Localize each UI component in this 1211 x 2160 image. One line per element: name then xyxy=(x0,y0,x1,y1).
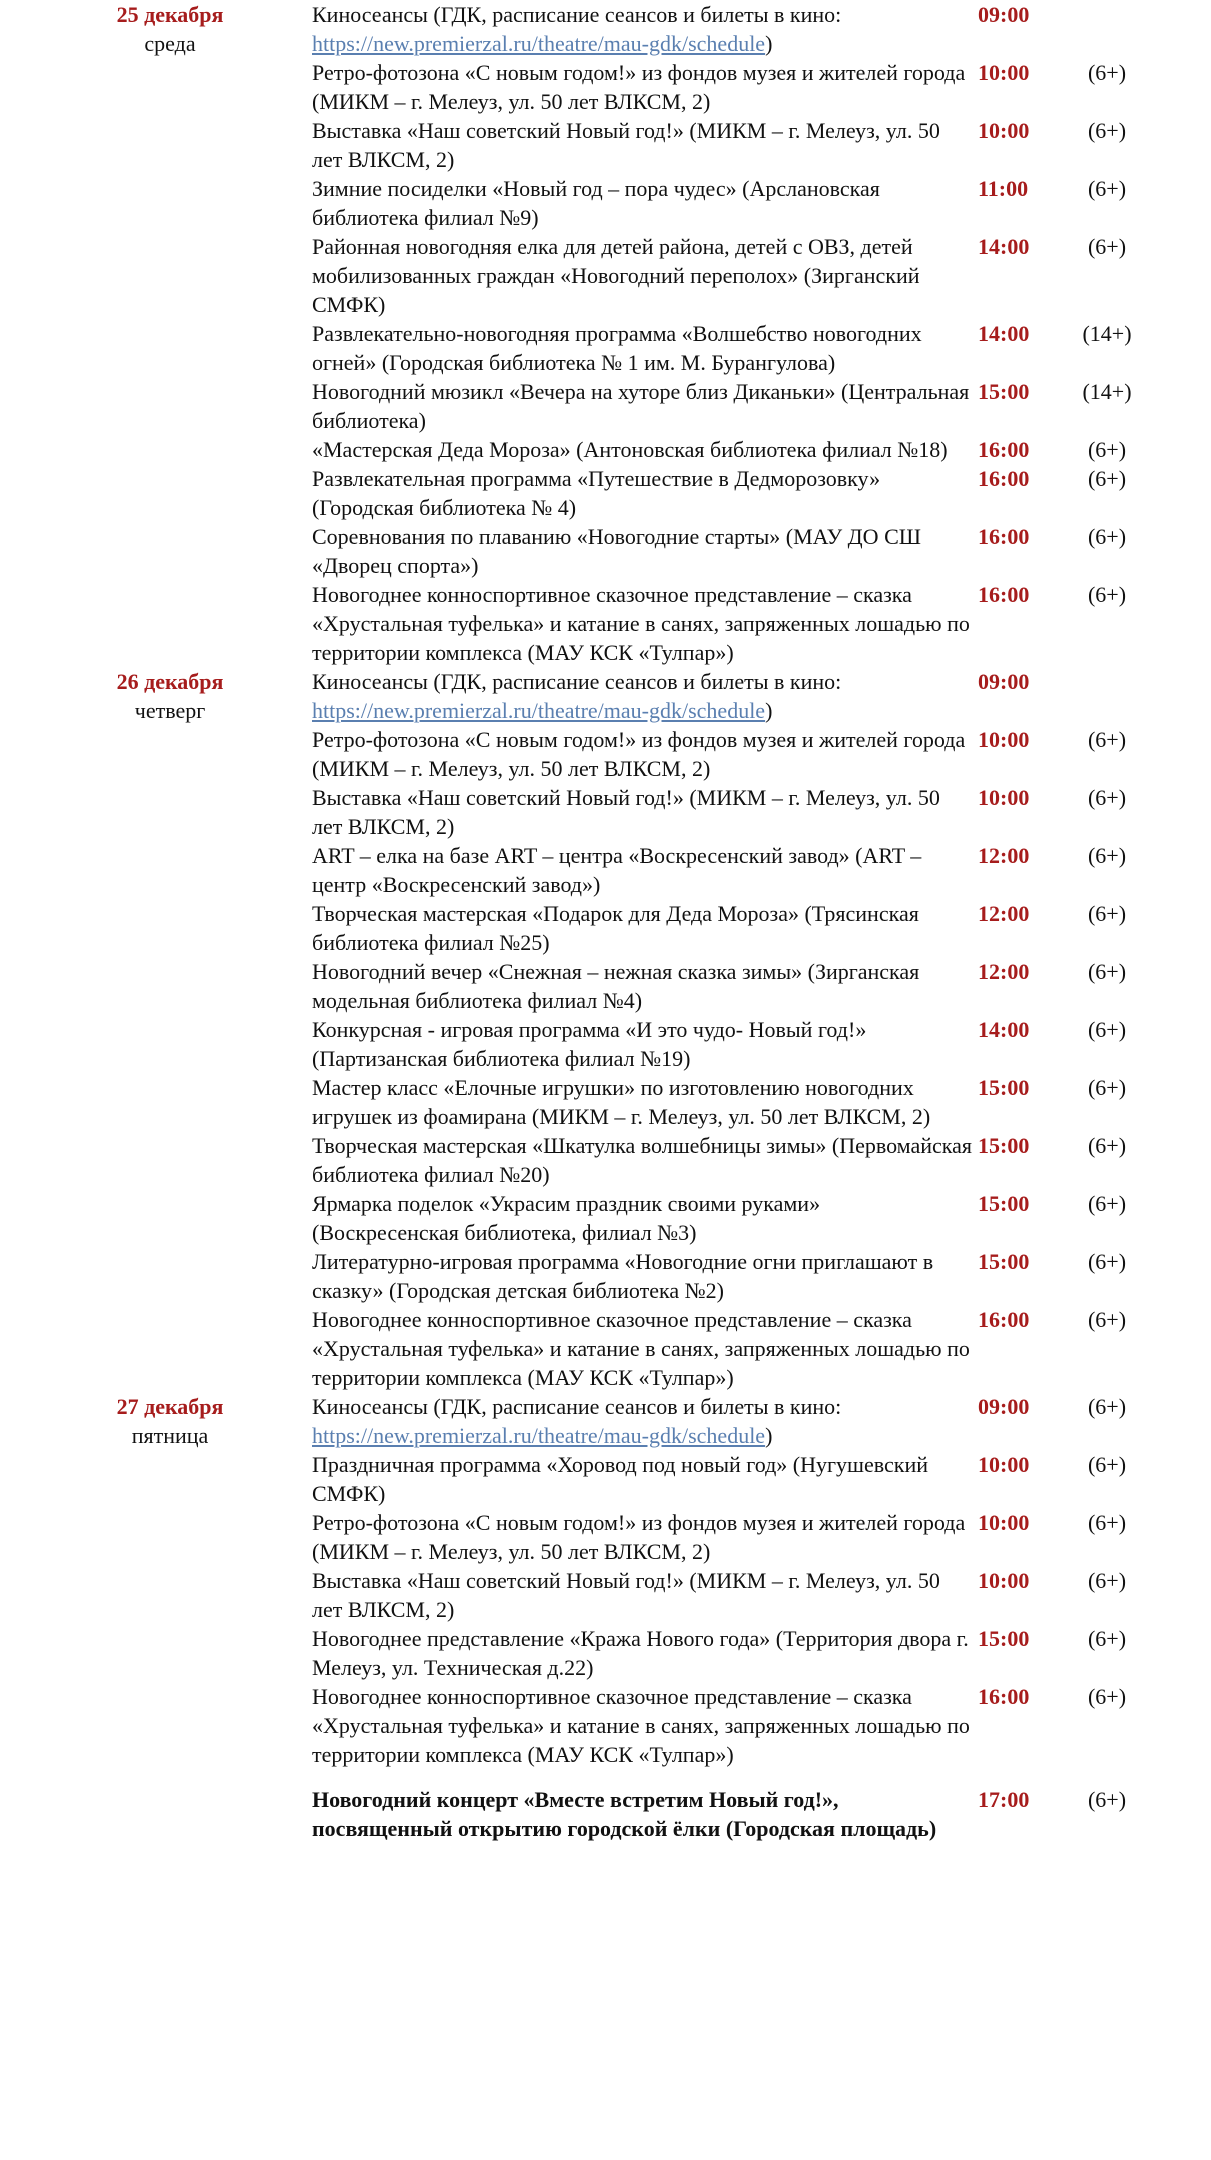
schedule-row xyxy=(0,174,1211,232)
event-description xyxy=(300,1392,972,1450)
event-description xyxy=(300,580,972,667)
event-text: Выставка «Наш советский Новый год!» (МИКМ – г. Мелеуз, ул. 50 лет ВЛКСМ, 2) xyxy=(312,785,940,839)
age-rating: (6+) xyxy=(1087,1191,1127,1216)
event-text: Праздничная программа «Хоровод под новый год» (Нугушевский СМФК) xyxy=(312,1452,929,1506)
event-text: Ретро-фотозона «С новым годом!» из фондов музея и жителей города (МИКМ – г. Мелеуз, ул. 50 лет ВЛКСМ, 2) xyxy=(312,60,966,114)
event-text: Новогодний мюзикл «Вечера на хуторе близ Диканьки» (Центральная библиотека) xyxy=(312,379,970,433)
age-rating: (6+) xyxy=(1087,727,1127,752)
schedule-row xyxy=(0,1305,1211,1392)
event-description xyxy=(300,1015,972,1073)
day-weekday: четверг xyxy=(134,698,206,723)
event-description xyxy=(300,58,972,116)
event-description xyxy=(300,464,972,522)
age-rating: (6+) xyxy=(1087,843,1127,868)
schedule-row xyxy=(0,1566,1211,1624)
schedule-row xyxy=(0,725,1211,783)
event-text: Ретро-фотозона «С новым годом!» из фондов музея и жителей города (МИКМ – г. Мелеуз, ул. 50 лет ВЛКСМ, 2) xyxy=(312,1510,966,1564)
event-text: Творческая мастерская «Подарок для Деда Мороза» (Трясинская библиотека филиал №25) xyxy=(312,901,919,955)
link-line xyxy=(312,696,972,725)
event-time: 16:00 xyxy=(978,1307,1030,1332)
event-time: 12:00 xyxy=(978,843,1030,868)
schedule-row xyxy=(0,522,1211,580)
event-time: 17:00 xyxy=(978,1787,1030,1812)
age-rating: (6+) xyxy=(1087,582,1127,607)
day-date: 25 декабря xyxy=(116,2,224,27)
day-date: 26 декабря xyxy=(116,669,224,694)
event-description xyxy=(300,174,972,232)
age-rating: (6+) xyxy=(1087,1510,1127,1535)
schedule-row xyxy=(0,319,1211,377)
event-text: Новогодний вечер «Снежная – нежная сказка зимы» (Зирганская модельная библиотека филиал №4) xyxy=(312,959,920,1013)
date-cell xyxy=(0,1392,300,1450)
date-cell xyxy=(0,667,300,725)
event-time: 10:00 xyxy=(978,785,1030,810)
event-text: Киносеансы (ГДК, расписание сеансов и билеты в кино: xyxy=(312,669,842,694)
event-text: Киносеансы (ГДК, расписание сеансов и билеты в кино: xyxy=(312,2,842,27)
age-rating: (6+) xyxy=(1087,1626,1127,1651)
schedule-row xyxy=(0,1247,1211,1305)
event-time: 14:00 xyxy=(978,1017,1030,1042)
event-description xyxy=(300,783,972,841)
age-rating: (6+) xyxy=(1087,524,1127,549)
schedule-row xyxy=(0,1450,1211,1508)
age-rating: (6+) xyxy=(1087,1133,1127,1158)
event-description xyxy=(300,957,972,1015)
age-rating: (6+) xyxy=(1087,1684,1127,1709)
event-description xyxy=(300,377,972,435)
day-weekday: пятница xyxy=(131,1423,209,1448)
event-description xyxy=(300,0,972,58)
event-time: 12:00 xyxy=(978,959,1030,984)
event-description xyxy=(300,232,972,319)
schedule-row xyxy=(0,58,1211,116)
schedule-row xyxy=(0,377,1211,435)
event-time: 15:00 xyxy=(978,1133,1030,1158)
schedule-row xyxy=(0,1015,1211,1073)
event-description xyxy=(300,841,972,899)
event-description xyxy=(300,725,972,783)
event-text: Новогодний концерт «Вместе встретим Новый год!», посвященный открытию городской ёлки (Городская площадь) xyxy=(312,1787,937,1841)
event-description xyxy=(300,1682,972,1769)
event-text: Конкурсная - игровая программа «И это чудо- Новый год!» (Партизанская библиотека филиал №19) xyxy=(312,1017,867,1071)
link-line xyxy=(312,1421,972,1450)
schedule-row xyxy=(0,667,1211,725)
schedule-row xyxy=(0,1508,1211,1566)
event-text: Новогоднее представление «Кража Нового года» (Территория двора г. Мелеуз, ул. Техническая д.22) xyxy=(312,1626,969,1680)
schedule-row xyxy=(0,841,1211,899)
event-description xyxy=(300,1566,972,1624)
event-time: 14:00 xyxy=(978,234,1030,259)
event-description xyxy=(300,319,972,377)
age-rating: (6+) xyxy=(1087,785,1127,810)
schedule-row xyxy=(0,1073,1211,1131)
event-time: 15:00 xyxy=(978,1249,1030,1274)
age-rating: (6+) xyxy=(1087,60,1127,85)
event-time: 15:00 xyxy=(978,379,1030,404)
age-rating: (6+) xyxy=(1087,1394,1127,1419)
age-rating: (14+) xyxy=(1082,379,1132,404)
event-time: 10:00 xyxy=(978,60,1030,85)
event-time: 16:00 xyxy=(978,466,1030,491)
event-time: 16:00 xyxy=(978,582,1030,607)
event-description xyxy=(300,1247,972,1305)
event-time: 16:00 xyxy=(978,524,1030,549)
schedule-row xyxy=(0,1392,1211,1450)
schedule-link[interactable]: https://new.premierzal.ru/theatre/mau-gdk/schedule xyxy=(312,1423,766,1448)
event-description xyxy=(300,667,972,725)
event-description xyxy=(300,1131,972,1189)
schedule-row xyxy=(0,232,1211,319)
age-rating: (6+) xyxy=(1087,466,1127,491)
event-time: 14:00 xyxy=(978,321,1030,346)
age-rating: (6+) xyxy=(1087,234,1127,259)
schedule-row xyxy=(0,957,1211,1015)
event-time: 15:00 xyxy=(978,1075,1030,1100)
event-description xyxy=(300,435,972,464)
event-text: Районная новогодняя елка для детей района, детей с ОВЗ, детей мобилизованных граждан «Новогодний переполох» (Зирганский СМФК) xyxy=(312,234,920,317)
day-weekday: среда xyxy=(144,31,196,56)
event-text: Литературно-игровая программа «Новогодние огни приглашают в сказку» (Городская детская библиотека №2) xyxy=(312,1249,934,1303)
schedule-row xyxy=(0,1682,1211,1769)
event-time: 16:00 xyxy=(978,437,1030,462)
event-text: Мастер класс «Елочные игрушки» по изготовлению новогодних игрушек из фоамирана (МИКМ – г. Мелеуз, ул. 50 лет ВЛКСМ, 2) xyxy=(312,1075,931,1129)
age-rating: (6+) xyxy=(1087,1017,1127,1042)
schedule-row xyxy=(0,1131,1211,1189)
schedule-row xyxy=(0,1189,1211,1247)
event-text: Ярмарка поделок «Украсим праздник своими руками» (Воскресенская библиотека, филиал №3) xyxy=(312,1191,821,1245)
event-time: 15:00 xyxy=(978,1626,1030,1651)
event-description xyxy=(300,1508,972,1566)
age-rating: (6+) xyxy=(1087,1249,1127,1274)
event-text: Ретро-фотозона «С новым годом!» из фондов музея и жителей города (МИКМ – г. Мелеуз, ул. 50 лет ВЛКСМ, 2) xyxy=(312,727,966,781)
schedule-row xyxy=(0,783,1211,841)
event-time: 12:00 xyxy=(978,901,1030,926)
schedule-row xyxy=(0,1624,1211,1682)
event-text: ART – елка на базе ART – центра «Воскресенский завод» (ART – центр «Воскресенский завод») xyxy=(312,843,922,897)
event-description xyxy=(300,1073,972,1131)
schedule-row xyxy=(0,899,1211,957)
link-line xyxy=(312,29,972,58)
date-cell xyxy=(0,0,300,58)
event-description xyxy=(300,1305,972,1392)
link-suffix: ) xyxy=(765,31,773,56)
event-text: Новогоднее конноспортивное сказочное представление – сказка «Хрустальная туфелька» и катание в санях, запряженных лошадью по территории комплекса (МАУ КСК «Тулпар») xyxy=(312,1684,970,1767)
event-time: 10:00 xyxy=(978,1452,1030,1477)
schedule-row xyxy=(0,1785,1211,1843)
event-time: 10:00 xyxy=(978,1510,1030,1535)
event-text: Новогоднее конноспортивное сказочное представление – сказка «Хрустальная туфелька» и катание в санях, запряженных лошадью по территории комплекса (МАУ КСК «Тулпар») xyxy=(312,1307,970,1390)
event-text: Киносеансы (ГДК, расписание сеансов и билеты в кино: xyxy=(312,1394,842,1419)
event-time: 10:00 xyxy=(978,727,1030,752)
event-description xyxy=(300,1624,972,1682)
age-rating: (6+) xyxy=(1087,437,1127,462)
event-text: Развлекательная программа «Путешествие в Дедморозовку» (Городская библиотека № 4) xyxy=(312,466,881,520)
age-rating: (6+) xyxy=(1087,1452,1127,1477)
event-text: Соревнования по плаванию «Новогодние старты» (МАУ ДО СШ «Дворец спорта») xyxy=(312,524,921,578)
event-time: 09:00 xyxy=(978,2,1030,27)
event-description xyxy=(300,522,972,580)
day-date: 27 декабря xyxy=(116,1394,224,1419)
link-suffix: ) xyxy=(765,1423,773,1448)
age-rating: (6+) xyxy=(1087,901,1127,926)
event-text: Развлекательно-новогодняя программа «Волшебство новогодних огней» (Городская библиотека № 1 им. М. Бурангулова) xyxy=(312,321,922,375)
age-rating: (6+) xyxy=(1087,118,1127,143)
age-rating: (6+) xyxy=(1087,1568,1127,1593)
schedule-link[interactable]: https://new.premierzal.ru/theatre/mau-gdk/schedule xyxy=(312,31,766,56)
event-time: 10:00 xyxy=(978,1568,1030,1593)
age-rating: (6+) xyxy=(1087,959,1127,984)
section-spacer xyxy=(0,1769,1211,1785)
schedule-row xyxy=(0,435,1211,464)
event-time: 09:00 xyxy=(978,1394,1030,1419)
age-rating: (6+) xyxy=(1087,176,1127,201)
age-rating: (6+) xyxy=(1087,1307,1127,1332)
event-text: Зимние посиделки «Новый год – пора чудес» (Арслановская библиотека филиал №9) xyxy=(312,176,880,230)
event-text: Творческая мастерская «Шкатулка волшебницы зимы» (Первомайская библиотека филиал №20) xyxy=(312,1133,972,1187)
event-time: 09:00 xyxy=(978,669,1030,694)
age-rating: (6+) xyxy=(1087,1787,1127,1812)
event-description xyxy=(300,116,972,174)
age-rating: (14+) xyxy=(1082,321,1132,346)
event-description xyxy=(300,899,972,957)
age-rating: (6+) xyxy=(1087,1075,1127,1100)
schedule-link[interactable]: https://new.premierzal.ru/theatre/mau-gdk/schedule xyxy=(312,698,766,723)
event-description xyxy=(300,1189,972,1247)
event-time: 11:00 xyxy=(978,176,1029,201)
event-description xyxy=(300,1785,972,1843)
event-text: Новогоднее конноспортивное сказочное представление – сказка «Хрустальная туфелька» и катание в санях, запряженных лошадью по территории комплекса (МАУ КСК «Тулпар») xyxy=(312,582,970,665)
schedule-row xyxy=(0,580,1211,667)
event-time: 16:00 xyxy=(978,1684,1030,1709)
event-time: 10:00 xyxy=(978,118,1030,143)
schedule-row xyxy=(0,464,1211,522)
event-text: «Мастерская Деда Мороза» (Антоновская библиотека филиал №18) xyxy=(312,437,948,462)
event-description xyxy=(300,1450,972,1508)
link-suffix: ) xyxy=(765,698,773,723)
event-text: Выставка «Наш советский Новый год!» (МИКМ – г. Мелеуз, ул. 50 лет ВЛКСМ, 2) xyxy=(312,1568,940,1622)
event-text: Выставка «Наш советский Новый год!» (МИКМ – г. Мелеуз, ул. 50 лет ВЛКСМ, 2) xyxy=(312,118,940,172)
event-time: 15:00 xyxy=(978,1191,1030,1216)
schedule-row xyxy=(0,116,1211,174)
schedule-row xyxy=(0,0,1211,58)
